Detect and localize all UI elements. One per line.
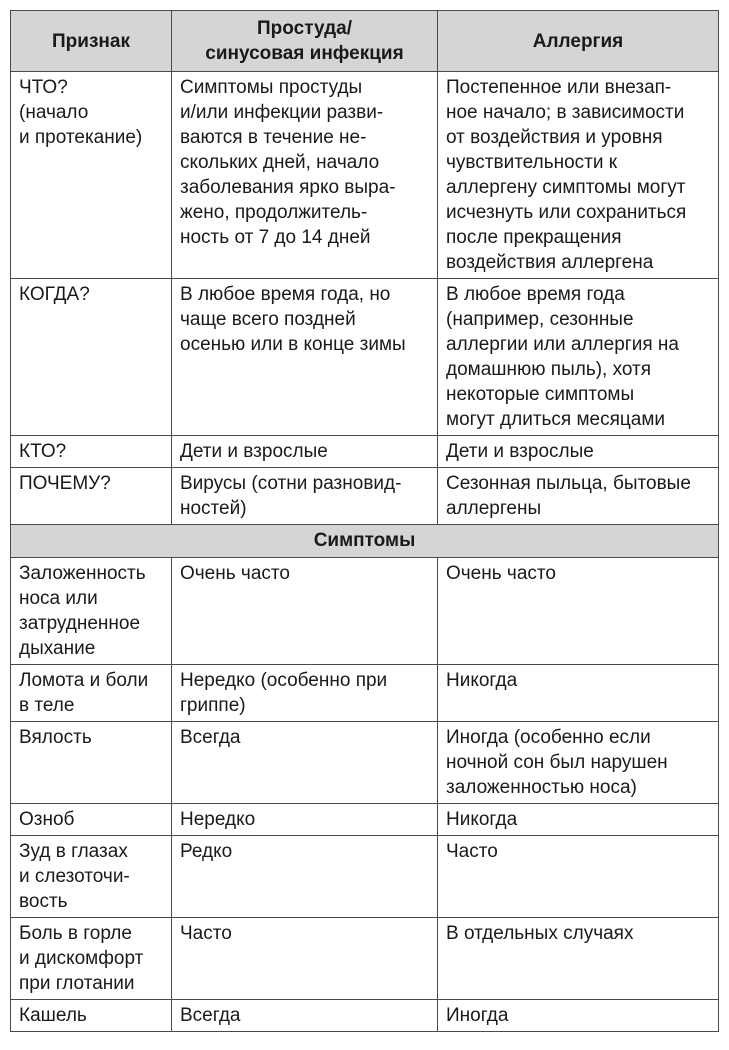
header-cold: Простуда/ синусовая инфекция — [172, 11, 438, 72]
cold-cell: Всегда — [172, 1000, 438, 1032]
allergy-cell: Никогда — [438, 804, 719, 836]
cold-cell: Нередко (особенно при гриппе) — [172, 665, 438, 722]
table-row — [11, 468, 719, 525]
table-row — [11, 1000, 719, 1032]
cold-cell: В любое время года, но чаще всего поздней осенью или в конце зимы — [172, 279, 438, 436]
allergy-cell: Очень часто — [438, 558, 719, 665]
cold-cell: Часто — [172, 918, 438, 1000]
sign-cell: ПОЧЕМУ? — [11, 468, 172, 525]
sign-cell: Вялость — [11, 722, 172, 804]
allergy-cell: Никогда — [438, 665, 719, 722]
table-row — [11, 72, 719, 279]
sign-cell: Зуд в глазах и слезоточи- вость — [11, 836, 172, 918]
table-row — [11, 558, 719, 665]
cold-cell: Очень часто — [172, 558, 438, 665]
table-row — [11, 836, 719, 918]
allergy-cell: Постепенное или внезап- ное начало; в зависимости от воздействия и уровня чувствительности к аллергену симптомы могут исчезнуть или сохраниться после прекращения воздействия аллергена — [438, 72, 719, 279]
cold-cell: Всегда — [172, 722, 438, 804]
comparison-table — [10, 10, 719, 1032]
cold-cell: Редко — [172, 836, 438, 918]
header-row — [11, 11, 719, 72]
sign-cell: КОГДА? — [11, 279, 172, 436]
table-row — [11, 436, 719, 468]
table-row — [11, 804, 719, 836]
sign-cell: Ломота и боли в теле — [11, 665, 172, 722]
table-row — [11, 279, 719, 436]
cold-cell: Вирусы (сотни разновид- ностей) — [172, 468, 438, 525]
header-sign: Признак — [11, 11, 172, 72]
table-body — [11, 72, 719, 1032]
table-header — [11, 11, 719, 72]
table-row — [11, 722, 719, 804]
allergy-cell: В любое время года (например, сезонные аллергии или аллергия на домашнюю пыль), хотя некоторые симптомы могут длиться месяцами — [438, 279, 719, 436]
header-allergy: Аллергия — [438, 11, 719, 72]
sign-cell: Озноб — [11, 804, 172, 836]
allergy-cell: Сезонная пыльца, бытовые аллергены — [438, 468, 719, 525]
table-row — [11, 665, 719, 722]
sign-cell: Кашель — [11, 1000, 172, 1032]
cold-cell: Симптомы простуды и/или инфекции разви- ваются в течение не- скольких дней, начало заболевания ярко выра- жено, продолжитель- ность от 7 до 14 дней — [172, 72, 438, 279]
allergy-cell: Дети и взрослые — [438, 436, 719, 468]
section-row — [11, 525, 719, 558]
allergy-cell: В отдельных случаях — [438, 918, 719, 1000]
cold-cell: Дети и взрослые — [172, 436, 438, 468]
sign-cell: ЧТО? (начало и протекание) — [11, 72, 172, 279]
section-heading: Симптомы — [11, 525, 719, 558]
sign-cell: Боль в горле и дискомфорт при глотании — [11, 918, 172, 1000]
allergy-cell: Иногда — [438, 1000, 719, 1032]
table-row — [11, 918, 719, 1000]
sign-cell: Заложенность носа или затрудненное дыхание — [11, 558, 172, 665]
allergy-cell: Иногда (особенно если ночной сон был нарушен заложенностью носа) — [438, 722, 719, 804]
allergy-cell: Часто — [438, 836, 719, 918]
cold-cell: Нередко — [172, 804, 438, 836]
sign-cell: КТО? — [11, 436, 172, 468]
